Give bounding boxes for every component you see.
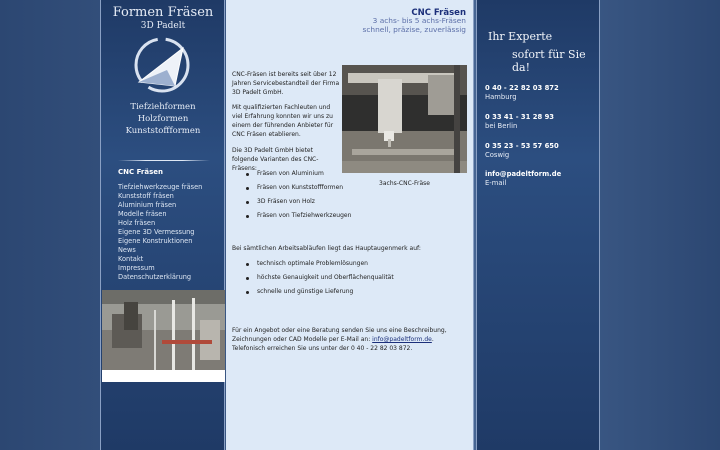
logo-line-holzformen: Holzformen [137, 114, 189, 124]
contact-text-end: . [431, 336, 434, 343]
email-contact[interactable]: info@padeltform.de [485, 170, 562, 178]
page [100, 0, 600, 450]
nav-item-datenschutz[interactable]: Datenschutzerklärung [118, 273, 192, 282]
logo-line-kunststoffformen: Kunststoffformen [125, 126, 201, 136]
nav-item-aluminium[interactable]: Aluminium fräsen [118, 201, 177, 210]
logo-line-tiefziehformen: Tiefziehformen [130, 102, 196, 112]
slogan-line-2: sofort für Sie da! [512, 48, 586, 74]
workshop-photo [102, 290, 225, 382]
slogan-line-1: Ihr Experte [488, 30, 553, 43]
location-coswig: Coswig [485, 151, 510, 159]
nav-item-news[interactable]: News [118, 246, 136, 255]
page-title: CNC Fräsen [411, 8, 466, 18]
list-item: 3D Fräsen von Holz [244, 195, 351, 209]
focus-intro: Bei sämtlichen Arbeitsabläufen liegt das Hauptaugenmerk auf: [232, 245, 421, 252]
cnc-machine-photo [342, 65, 467, 173]
variants-intro: Die 3D Padelt GmbH bietet folgende Varianten des CNC-Fräsens: [232, 147, 319, 172]
nav-heading[interactable]: CNC Fräsen [118, 168, 163, 176]
email-label: E-mail [485, 179, 507, 187]
main-content [226, 0, 474, 450]
location-berlin: bei Berlin [485, 122, 518, 130]
nav-item-vermessung[interactable]: Eigene 3D Vermessung [118, 228, 195, 237]
phone-berlin[interactable]: 0 33 41 - 31 28 93 [485, 113, 555, 121]
logo-title: Formen Fräsen [112, 5, 214, 20]
phone-coswig[interactable]: 0 35 23 - 53 57 650 [485, 142, 559, 150]
location-hamburg: Hamburg [485, 93, 517, 101]
nav-item-kunststoff[interactable]: Kunststoff fräsen [118, 192, 174, 201]
nav-item-modelle[interactable]: Modelle fräsen [118, 210, 167, 219]
list-item: Fräsen von Tiefziehwerkzeugen [244, 209, 351, 223]
logo-subtitle: 3D Padelt [140, 21, 186, 31]
list-item: technisch optimale Problemlösungen [244, 257, 394, 271]
logo-lines [101, 101, 225, 137]
contact-paragraph [232, 326, 468, 353]
contact-email-link[interactable]: info@padeltform.de [372, 336, 432, 343]
nav-item-impressum[interactable]: Impressum [118, 264, 155, 273]
contact-phone-text: Telefonisch erreichen Sie uns unter der 0 40 - 22 82 03 872. [232, 345, 413, 352]
logo-triangle-icon [131, 36, 193, 94]
list-item: Fräsen von Aluminium [244, 167, 351, 181]
nav-item-konstruktionen[interactable]: Eigene Konstruktionen [118, 237, 193, 246]
focus-list [244, 257, 394, 299]
nav-list [118, 183, 202, 283]
variants-list [244, 167, 351, 223]
nav-divider [118, 160, 210, 161]
nav-item-holz[interactable]: Holz fräsen [118, 219, 156, 228]
nav-item-kontakt[interactable]: Kontakt [118, 255, 144, 264]
photo-caption: 3achs-CNC-Fräse [379, 180, 430, 187]
left-sidebar [100, 0, 225, 450]
list-item: höchste Genauigkeit und Oberflächenqualität [244, 271, 394, 285]
list-item: schnelle und günstige Lieferung [244, 285, 394, 299]
contact-text: Für ein Angebot oder eine Beratung senden Sie uns eine Beschreibung, Zeichnungen oder CAD Modelle per E-Mail an: [232, 327, 447, 343]
right-sidebar [476, 0, 600, 450]
list-item: Fräsen von Kunststoffformen [244, 181, 351, 195]
intro-paragraph: CNC-Fräsen ist bereits seit über 12 Jahren Servicebestandteil der Firma 3D Padelt GmbH. [232, 71, 340, 96]
page-subtitle-1: 3 achs- bis 5 achs-Fräsen [372, 16, 466, 25]
nav-item-tiefziehwerkzeuge[interactable]: Tiefziehwerkzeuge fräsen [118, 183, 203, 191]
page-subtitle-2: schnell, präzise, zuverlässig [362, 25, 466, 34]
experience-paragraph: Mit qualifizierten Fachleuten und viel Erfahrung konnten wir uns zu einem der führenden Anbieter für CNC Fräsen etablieren. [232, 104, 334, 138]
phone-hamburg[interactable]: 0 40 - 22 82 03 872 [485, 84, 559, 92]
